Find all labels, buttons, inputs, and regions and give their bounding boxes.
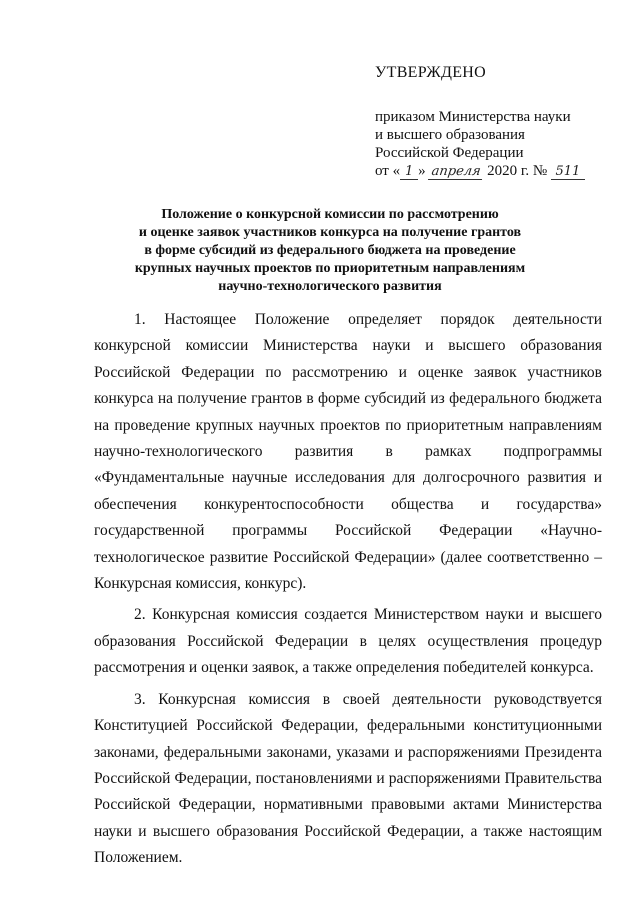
paragraph-3: 3. Конкурсная комиссия в своей деятельности руководствуется Конституцией Российской Федерации, федеральными конституционными законами, федеральными законами, указами и распоряжениями Президента Российской Федерации, постановлениями и распоряжениями Правительства Российской Федерации, нормативными правовыми актами Министерства науки и высшего образования Российской Федерации, а также настоящим Положением. — [94, 690, 602, 867]
approval-date-line — [375, 162, 625, 180]
approval-block — [375, 64, 625, 180]
date-day-handwritten: 1 — [400, 165, 418, 180]
order-number-handwritten: 511 — [551, 165, 585, 180]
approval-line-1: приказом Министерства науки — [375, 109, 571, 125]
approval-line-2: и высшего образования — [375, 127, 525, 143]
document-body — [94, 307, 602, 877]
title-line: Положение о конкурсной комиссии по рассмотрению — [161, 207, 499, 222]
title-line: научно-технологического развития — [218, 279, 442, 294]
approval-line-3: Российской Федерации — [375, 145, 524, 161]
date-mid: » — [418, 163, 426, 179]
paragraph-1: 1. Настоящее Положение определяет порядок деятельности конкурсной комиссии Министерства науки и высшего образования Российской Федерации по рассмотрению и оценке заявок участников конкурса на получение грантов в форме субсидий из федерального бюджета на проведение крупных научных проектов по приоритетным направлениям научно-технологического развития в рамках подпрограммы «Фундаментальные научные исследования для долгосрочного развития и обеспечения конкурентоспособности общества и государства» государственной программы Российской Федерации «Научно-технологическое развитие Российской Федерации» (далее соответственно – Конкурсная комиссия, конкурс). — [94, 311, 602, 593]
date-prefix: от « — [375, 163, 401, 179]
date-year: 2020 г. № — [487, 163, 548, 179]
title-line: и оценке заявок участников конкурса на получение грантов — [138, 225, 522, 240]
document-title — [95, 206, 565, 296]
approval-stamp: УТВЕРЖДЕНО — [375, 64, 487, 81]
title-line: крупных научных проектов по приоритетным направлениям — [134, 261, 526, 276]
paragraph-2: 2. Конкурсная комиссия создается Министерством науки и высшего образования Российской Федерации в целях осуществления процедур рассмотрения и оценки заявок, а также определения победителей конкурса. — [94, 606, 602, 677]
title-line: в форме субсидий из федерального бюджета на проведение — [144, 243, 516, 258]
date-month-handwritten: апреля — [428, 165, 484, 180]
